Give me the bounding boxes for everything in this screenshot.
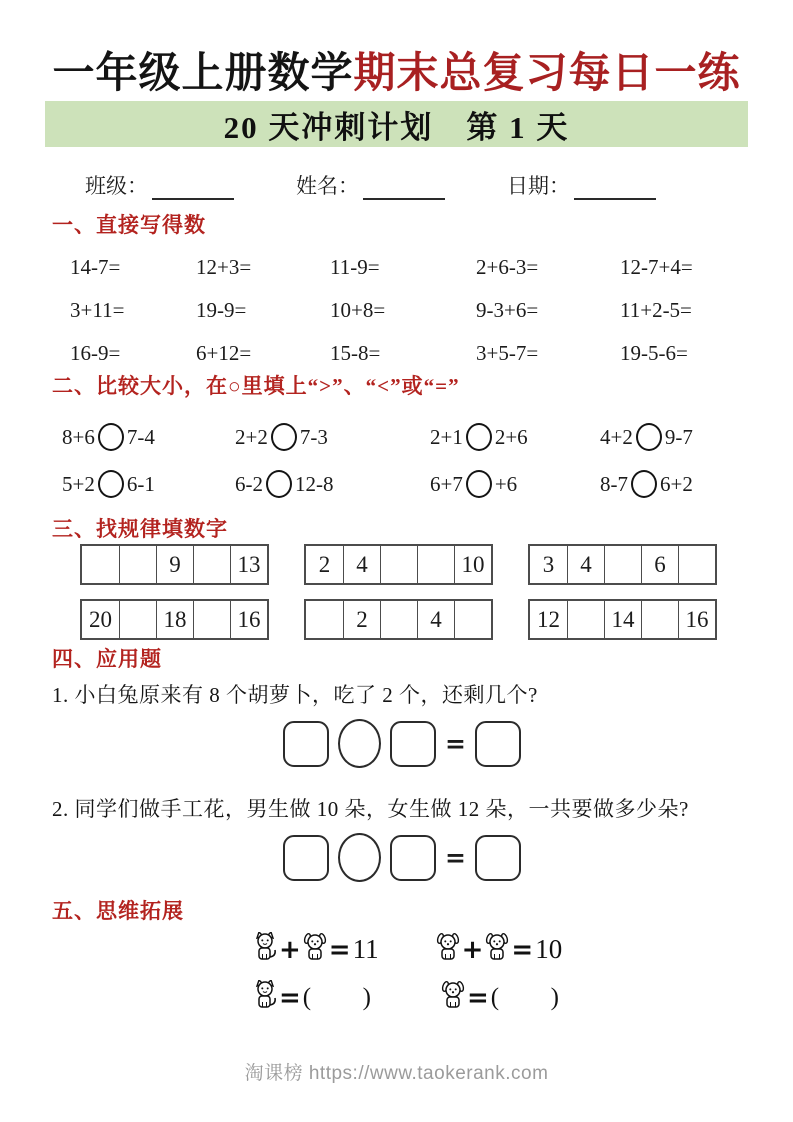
section1-heading: 一、直接写得数 [52, 213, 206, 237]
pattern-cell[interactable] [454, 601, 491, 638]
compare-left: 2+2 [235, 424, 268, 449]
compare-circle[interactable] [636, 423, 662, 451]
pattern-cell[interactable] [306, 601, 343, 638]
pattern-tables-row-1 [80, 544, 717, 585]
pattern-cell: 4 [567, 546, 604, 583]
compare-left: 5+2 [62, 471, 95, 496]
pattern-cell[interactable] [380, 601, 417, 638]
plus-sign: + [279, 934, 301, 965]
pattern-cell[interactable] [567, 601, 604, 638]
compare-right: 2+6 [494, 424, 528, 449]
section5-heading: 五、思维拓展 [52, 899, 184, 923]
answer-box[interactable] [475, 721, 521, 767]
compare-right: +6 [494, 471, 518, 496]
pattern-cell[interactable] [193, 546, 230, 583]
pattern-cell[interactable] [82, 546, 119, 583]
dog-icon [485, 932, 509, 967]
compare-circle[interactable] [98, 423, 124, 451]
pattern-cell: 4 [343, 546, 380, 583]
pattern-cell: 10 [454, 546, 491, 583]
cat-icon [253, 980, 277, 1015]
pattern-cell[interactable] [119, 546, 156, 583]
compare-left: 8-7 [600, 471, 628, 496]
operator-circle[interactable] [338, 719, 381, 768]
pattern-cell: 2 [343, 601, 380, 638]
compare-circle[interactable] [466, 423, 492, 451]
pattern-cell: 14 [604, 601, 641, 638]
compare-item [600, 470, 760, 498]
calc-expression[interactable]: 11-9= [330, 255, 380, 279]
name-label: 姓名： [296, 174, 359, 198]
calc-expression[interactable]: 19-5-6= [620, 341, 688, 365]
page-title-red: 期末总复习每日一练 [353, 51, 741, 97]
equation2-value: 10 [535, 934, 563, 964]
pattern-cell[interactable] [604, 546, 641, 583]
calc-expression[interactable]: 12-7+4= [620, 255, 693, 279]
plus-sign: + [461, 934, 484, 965]
cat-answer-blank[interactable]: ( ) [302, 983, 373, 1011]
pattern-cell[interactable] [193, 601, 230, 638]
pattern-tables-row-2 [80, 599, 717, 640]
animal-equations-row [253, 932, 562, 967]
watermark-footer: 淘课榜 https://www.taokerank.com [244, 1063, 549, 1084]
calc-expression[interactable]: 14-7= [70, 255, 121, 279]
word-problem-1: 1. 小白兔原来有 8 个胡萝卜，吃了 2 个，还剩几个? [52, 683, 538, 707]
calc-expression[interactable]: 2+6-3= [476, 255, 539, 279]
pattern-cell: 13 [230, 546, 267, 583]
calc-expression[interactable]: 16-9= [70, 341, 121, 365]
pattern-cell: 12 [537, 606, 560, 632]
date-field [507, 170, 656, 200]
answer-box[interactable] [390, 721, 436, 767]
section1-problems [70, 246, 770, 375]
page-title-black: 一年级上册数学 [52, 51, 354, 97]
pattern-cell[interactable] [417, 546, 454, 583]
pattern-cell[interactable] [119, 601, 156, 638]
calc-expression[interactable]: 6+12= [196, 341, 252, 365]
pattern-table [80, 544, 269, 585]
pattern-cell[interactable] [678, 546, 715, 583]
pattern-cell: 6 [641, 546, 678, 583]
date-blank[interactable] [574, 180, 656, 200]
pattern-table [80, 599, 269, 640]
cat-icon [253, 932, 277, 967]
compare-right: 12-8 [295, 471, 334, 496]
pattern-cell: 4 [417, 601, 454, 638]
compare-right: 6+2 [660, 471, 693, 496]
subtitle-text: 20 天冲刺计划 第 1 天 [223, 109, 570, 145]
compare-circle[interactable] [266, 470, 292, 498]
compare-left: 8+6 [62, 424, 95, 449]
class-blank[interactable] [152, 180, 234, 200]
date-label: 日期： [507, 174, 570, 198]
class-field [85, 170, 234, 200]
name-field [296, 170, 445, 200]
compare-circle[interactable] [98, 470, 124, 498]
compare-item [62, 470, 235, 498]
answer-shapes-1 [283, 719, 521, 768]
compare-row-1 [62, 416, 760, 458]
pattern-cell: 2 [318, 551, 331, 577]
compare-item [600, 423, 760, 451]
compare-item [62, 423, 235, 451]
equals-sign: = [466, 982, 489, 1013]
subtitle-banner [45, 101, 748, 147]
compare-item [430, 423, 600, 451]
section3-heading: 三、找规律填数字 [52, 517, 228, 541]
equals-sign: = [511, 934, 534, 965]
compare-right: 7-4 [126, 424, 155, 449]
compare-left: 4+2 [600, 424, 633, 449]
dog-icon [436, 932, 460, 967]
pattern-cell: 18 [156, 601, 193, 638]
answer-box[interactable] [390, 835, 436, 881]
compare-right: 9-7 [664, 424, 693, 449]
section4-heading: 四、应用题 [52, 647, 162, 671]
pattern-cell: 9 [156, 546, 193, 583]
equals-sign: = [445, 729, 466, 758]
compare-left: 6-2 [235, 471, 263, 496]
word-problem-2: 2. 同学们做手工花，男生做 10 朵，女生做 12 朵，一共要做多少朵? [52, 797, 689, 821]
pattern-cell[interactable] [641, 601, 678, 638]
pattern-table [304, 599, 493, 640]
pattern-cell: 3 [542, 551, 555, 577]
compare-item [235, 470, 430, 498]
calc-expression[interactable]: 10+8= [330, 298, 386, 322]
pattern-cell[interactable] [380, 546, 417, 583]
calc-expression[interactable]: 3+11= [70, 298, 125, 322]
compare-circle[interactable] [271, 423, 297, 451]
dog-answer-blank[interactable]: ( ) [490, 983, 561, 1011]
compare-item [235, 423, 430, 451]
calc-expression[interactable]: 19-9= [196, 298, 247, 322]
pattern-cell: 20 [89, 606, 112, 632]
section2-heading: 二、比较大小，在○里填上“>”、“<”或“=” [52, 374, 460, 398]
pattern-table [304, 544, 493, 585]
pattern-table [528, 599, 717, 640]
dog-icon [441, 980, 465, 1015]
calc-expression[interactable]: 12+3= [196, 255, 252, 279]
class-label: 班级： [85, 174, 148, 198]
operator-circle[interactable] [338, 833, 381, 882]
answer-box[interactable] [283, 835, 329, 881]
equals-sign: = [445, 843, 466, 872]
compare-circle[interactable] [466, 470, 492, 498]
header-fields [85, 170, 656, 200]
calc-expression[interactable]: 3+5-7= [476, 341, 539, 365]
pattern-table [528, 544, 717, 585]
compare-circle[interactable] [631, 470, 657, 498]
compare-row-2 [62, 463, 760, 505]
animal-answers-row [253, 980, 561, 1015]
answer-shapes-2 [283, 833, 521, 882]
calc-expression[interactable]: 9-3+6= [476, 298, 539, 322]
equals-sign: = [328, 934, 351, 965]
calc-expression[interactable]: 11+2-5= [620, 298, 692, 322]
compare-right: 6-1 [126, 471, 155, 496]
pattern-cell: 16 [678, 601, 715, 638]
compare-left: 2+1 [430, 424, 463, 449]
answer-box[interactable] [283, 721, 329, 767]
dog-icon [303, 932, 327, 967]
equals-sign: = [279, 982, 301, 1013]
name-blank[interactable] [363, 180, 445, 200]
pattern-cell: 16 [230, 601, 267, 638]
calc-expression[interactable]: 15-8= [330, 341, 381, 365]
page-title [0, 40, 793, 100]
compare-left: 6+7 [430, 471, 463, 496]
compare-item [430, 470, 600, 498]
compare-right: 7-3 [299, 424, 328, 449]
equation1-value: 11 [352, 934, 379, 964]
answer-box[interactable] [475, 835, 521, 881]
